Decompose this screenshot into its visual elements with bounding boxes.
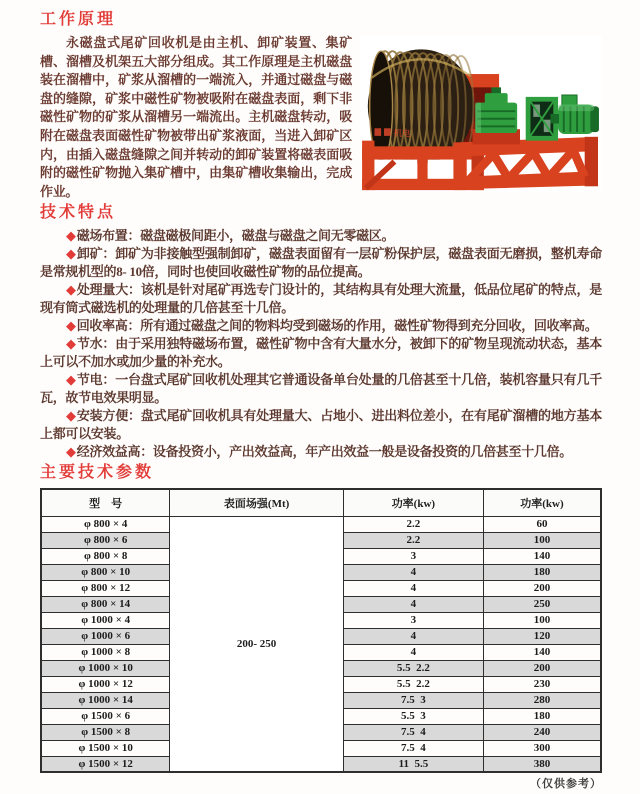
section-title-parameters: 主要技术参数 — [40, 464, 155, 482]
feature-item — [40, 227, 602, 245]
feature-text: 磁场布置：磁盘磁极间距小，磁盘与磁盘之间无零磁区。 — [76, 228, 395, 244]
power2-cell: 280 — [483, 692, 601, 708]
power-cell: 7.5 4 — [343, 740, 483, 756]
diamond-bullet-icon: ◆ — [66, 318, 76, 334]
model-cell: φ 800 × 12 — [41, 580, 170, 596]
section-title-working-principle: 工作原理 — [40, 11, 117, 28]
power2-cell: 180 — [483, 564, 601, 580]
model-cell: φ 1500 × 12 — [41, 756, 170, 772]
machine-photo-image — [360, 36, 602, 192]
power-cell: 7.5 3 — [343, 692, 483, 708]
model-cell: φ 1500 × 6 — [41, 708, 170, 724]
power2-cell: 300 — [483, 740, 601, 756]
feature-text: 安装方便：盘式尾矿回收机具有处理量大、占地小、进出料位差小，在有尾矿溜槽的地方基本上都可以安装。 — [40, 408, 602, 442]
power-cell: 2.2 — [343, 516, 483, 532]
power-cell: 4 — [343, 596, 483, 612]
diamond-bullet-icon: ◆ — [66, 228, 76, 244]
diamond-bullet-icon: ◆ — [66, 246, 76, 262]
table-header-row — [41, 489, 601, 516]
model-cell: φ 800 × 10 — [41, 564, 170, 580]
watermark-text: 机电 — [393, 127, 411, 138]
diamond-bullet-icon: ◆ — [66, 408, 76, 424]
feature-text: 节水：由于采用独特磁场布置，磁性矿物中含有大量水分，被卸下的矿物呈现流动状态，基本上可以不加水或加少量的补充水。 — [40, 336, 602, 370]
feature-item — [40, 407, 602, 443]
power-cell: 4 — [343, 580, 483, 596]
power2-cell: 240 — [483, 724, 601, 740]
power2-cell: 100 — [483, 612, 601, 628]
feature-item — [40, 443, 602, 461]
table-row — [41, 516, 601, 532]
model-cell: φ 800 × 8 — [41, 548, 170, 564]
model-cell: φ 1500 × 8 — [41, 724, 170, 740]
feature-list — [40, 227, 602, 461]
feature-item — [40, 245, 602, 281]
power2-cell: 230 — [483, 676, 601, 692]
model-cell: φ 1000 × 12 — [41, 676, 170, 692]
model-cell: φ 1500 × 10 — [41, 740, 170, 756]
model-cell: φ 1000 × 4 — [41, 612, 170, 628]
power2-cell: 200 — [483, 660, 601, 676]
feature-text: 回收率高：所有通过磁盘之间的物料均受到磁场的作用，磁性矿物得到充分回收，回收率高。 — [76, 318, 598, 334]
header-power2: 功率(kw) — [483, 489, 601, 516]
model-cell: φ 800 × 14 — [41, 596, 170, 612]
diamond-bullet-icon: ◆ — [66, 336, 76, 352]
field-strength-cell: 200- 250 — [170, 516, 344, 772]
section-title-features: 技术特点 — [40, 204, 117, 222]
model-cell: φ 800 × 4 — [41, 516, 170, 532]
power-cell: 2.2 — [343, 532, 483, 548]
model-cell: φ 1000 × 8 — [41, 644, 170, 660]
power-cell: 5.5 2.2 — [343, 676, 483, 692]
power2-cell: 100 — [483, 532, 601, 548]
power2-cell: 250 — [483, 596, 601, 612]
model-cell: φ 800 × 6 — [41, 532, 170, 548]
header-field-strength: 表面场强(Mt) — [170, 489, 344, 516]
power2-cell: 380 — [483, 756, 601, 772]
diamond-bullet-icon: ◆ — [66, 372, 76, 388]
model-cell: φ 1000 × 10 — [41, 660, 170, 676]
working-principle-section — [40, 34, 602, 201]
power-cell: 4 — [343, 564, 483, 580]
parameters-table-body — [41, 516, 601, 772]
power2-cell: 140 — [483, 548, 601, 564]
parameters-table — [40, 488, 602, 773]
power2-cell: 140 — [483, 644, 601, 660]
diamond-bullet-icon: ◆ — [66, 282, 76, 298]
feature-text: 卸矿：卸矿为非接触型强制卸矿，磁盘表面留有一层矿粉保护层，磁盘表面无磨损，整机寿命是常规机型的8- 10倍，同时也使回收磁性矿物的品位提高。 — [40, 246, 602, 280]
feature-text: 处理量大：该机是针对尾矿再选专门设计的，其结构具有处理大流量，低品位尾矿的特点，是现有筒式磁选机的处理量的几倍甚至十几倍。 — [40, 282, 602, 316]
diamond-bullet-icon: ◆ — [66, 444, 76, 460]
power-cell: 3 — [343, 612, 483, 628]
feature-item — [40, 335, 602, 371]
header-power: 功率(kw) — [343, 489, 483, 516]
header-model: 型 号 — [41, 489, 170, 516]
power-cell: 7.5 4 — [343, 724, 483, 740]
power-cell: 4 — [343, 644, 483, 660]
power-cell: 11 5.5 — [343, 756, 483, 772]
power2-cell: 180 — [483, 708, 601, 724]
power2-cell: 120 — [483, 628, 601, 644]
machine-photo — [360, 36, 602, 192]
power-cell: 3 — [343, 548, 483, 564]
power-cell: 5.5 2.2 — [343, 660, 483, 676]
feature-text: 经济效益高：设备投资小，产出效益高，年产出效益一般是设备投资的几倍甚至十几倍。 — [76, 444, 573, 460]
model-cell: φ 1000 × 14 — [41, 692, 170, 708]
power-cell: 5.5 3 — [343, 708, 483, 724]
working-principle-body: 永磁盘式尾矿回收机是由主机、卸矿装置、集矿槽、溜槽及机架五大部分组成。其工作原理是主机磁盘装在溜槽中，矿浆从溜槽的一端流入，并通过磁盘与磁盘的缝隙，矿浆中磁性矿物被吸附在磁盘表面，剩下非磁性矿物的矿浆从溜槽另一端流出。主机磁盘转动，吸附在磁盘表面磁性矿物被带出矿浆液面，当进入卸矿区内，由插入磁盘缝隙之间并转动的卸矿装置将磁表面吸附的磁性矿物抛入集矿槽中，由集矿槽收集输出，完成作业。 — [40, 35, 352, 199]
reference-note: （仅供参考） — [530, 778, 602, 791]
power2-cell: 200 — [483, 580, 601, 596]
feature-text: 节电：一台盘式尾矿回收机处理其它普通设备单台处量的几倍甚至十几倍，装机容量只有几千瓦，故节电效果明显。 — [40, 372, 602, 406]
power2-cell: 60 — [483, 516, 601, 532]
model-cell: φ 1000 × 6 — [41, 628, 170, 644]
feature-item — [40, 371, 602, 407]
feature-item — [40, 281, 602, 317]
feature-item — [40, 317, 602, 335]
power-cell: 4 — [343, 628, 483, 644]
